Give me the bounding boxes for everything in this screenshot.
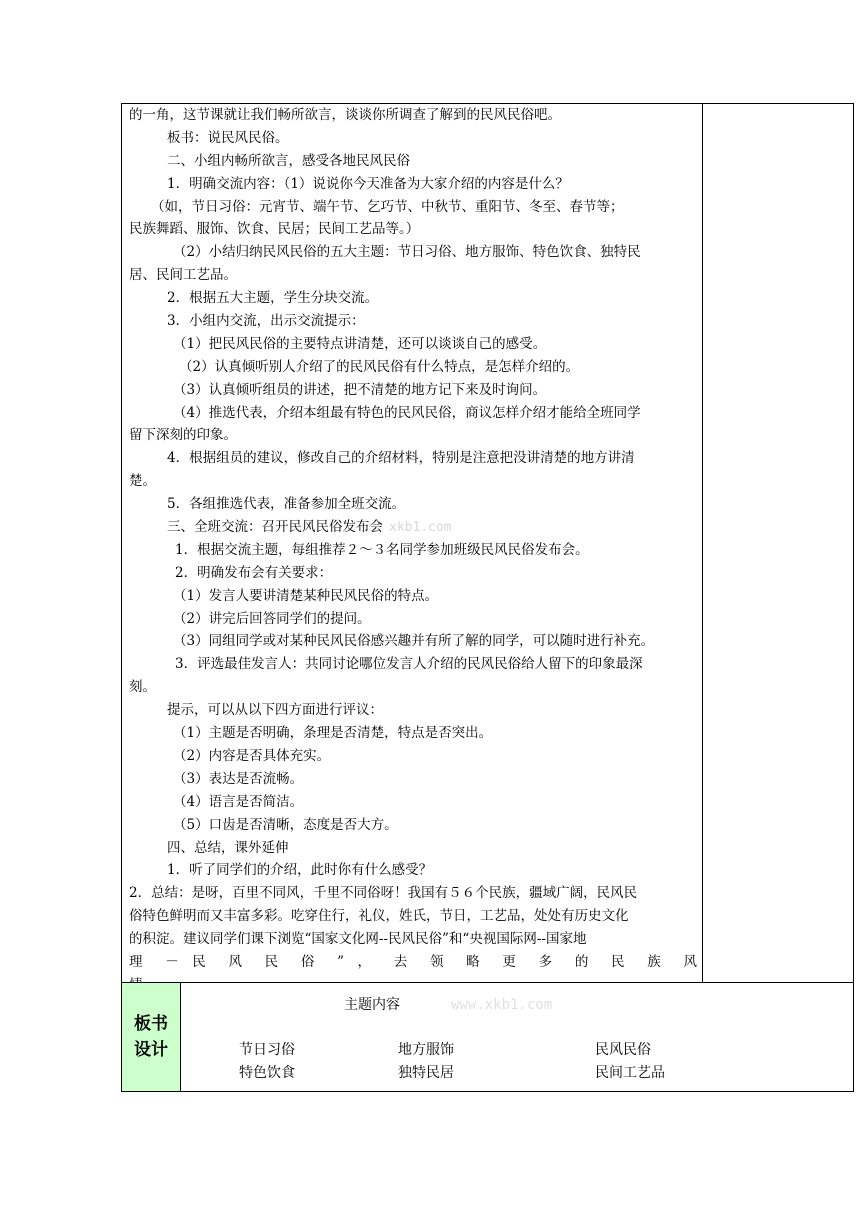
text-line: 3．评选最佳发言人：共同讨论哪位发言人介绍的民风民俗给人留下的印象最深 [175,656,643,673]
text-line: 刻。 [129,679,156,696]
text-line: （1）把民风民俗的主要特点讲清楚，还可以谈谈自己的感受。 [173,335,547,352]
text-line: （3）表达是否流畅。 [173,770,304,787]
text-line: 1．听了同学们的介绍，此时你有什么感受？ [167,862,433,879]
text-line: （2）内容是否具体充实。 [173,747,331,764]
text-line: （4）推选代表，介绍本组最有特色的民风民俗，商议怎样介绍才能给全班同学 [173,404,641,421]
board-label-line: 板书 [134,1014,168,1034]
text-line: 2．明确发布会有关要求： [175,564,333,581]
text-line: （1）发言人要讲清楚某种民风民俗的特点。 [173,587,439,604]
text-line: 理 － 民 风 民 俗 ” ， 去 领 略 更 多 的 民 族 风 [129,953,697,970]
board-label-line: 设计 [134,1040,168,1060]
text-line: 二、小组内畅所欲言，感受各地民风民俗 [167,152,410,169]
board-item: 特色饮食 [239,1065,295,1081]
text-line: 的一角，这节课就让我们畅所欲言，谈谈你所调查了解到的民风民俗吧。 [129,107,561,123]
text-line: 1．根据交流主题，每组推荐２～３名同学参加班级民风民俗发布会。 [175,541,589,558]
text-line: 四、总结，课外延伸 [167,839,289,856]
text-line: 民族舞蹈、服饰、饮食、民居；民间工艺品等。） [129,221,420,238]
text-line: 留下深刻的印象。 [129,427,237,444]
board-title: 主题内容 [344,997,400,1013]
board-item: 节日习俗 [239,1042,295,1058]
watermark: www.xkb1.com [451,997,553,1013]
text-line: （5）口齿是否清晰，态度是否大方。 [173,816,398,833]
text-line: 俗特色鲜明而又丰富多彩。吃穿住行，礼仪，姓氏，节日，工艺品，处处有历史文化 [129,908,629,925]
text-line: （2）小结归纳民风民俗的五大主题：节日习俗、地方服饰、特色饮食、独特民 [173,244,641,261]
board-item: 独特民居 [398,1065,454,1081]
lesson-plan-table [121,103,854,982]
text-line [129,516,697,539]
text-line: （3）认真倾听组员的讲述，把不清楚的地方记下来及时询问。 [173,381,547,398]
text-line: 板书：说民风民俗。 [167,129,289,146]
text-line: 2．总结：是呀，百里不同风，千里不同俗呀！我国有５６个民族，疆域广阔，民风民 [129,885,638,902]
board-design-label [122,983,181,1091]
text-line: 3．小组内交流，出示交流提示： [167,313,365,330]
text-span: 三、全班交流：召开民风民俗发布会 [167,519,383,536]
board-item: 民间工艺品 [595,1065,665,1081]
text-line: （4）语言是否简洁。 [173,793,304,810]
lesson-content-cell [122,104,703,982]
text-line: （1）主题是否明确，条理是否清楚，特点是否突出。 [173,725,493,742]
text-line: 提示，可以从以下四方面进行评议： [167,702,383,719]
text-line: 4．根据组员的建议，修改自己的介绍材料，特别是注意把没讲清楚的地方讲清 [167,450,635,467]
text-line: （3）同组同学或对某种民风民俗感兴趣并有所了解的同学，可以随时进行补充。 [173,633,655,650]
text-line: 1．明确交流内容：（1）说说你今天准备为大家介绍的内容是什么？ [167,175,569,192]
text-line: 的积淀。建议同学们课下浏览“国家文化网--民风民俗”和“央视国际网--国家地 [129,931,587,948]
text-line: 5．各组推选代表，准备参加全班交流。 [167,496,406,513]
text-line: （如，节日习俗：元宵节、端午节、乞巧节、中秋节、重阳节、冬至、春节等； [151,198,624,215]
text-line: 楚。 [129,473,156,490]
text-line: 2．根据五大主题，学生分块交流。 [167,290,379,307]
board-item: 民风民俗 [595,1042,651,1058]
text-line: （2）讲完后回答同学们的提问。 [173,610,371,627]
text-line: 居、民间工艺品。 [129,267,237,284]
text-line: （2）认真倾听别人介绍了的民风民俗有什么特点，是怎样介绍的。 [179,358,580,375]
board-design-content [181,983,853,1091]
board-item: 地方服饰 [398,1042,454,1058]
watermark: xkb1.com [389,520,452,536]
board-design-table [121,982,854,1092]
